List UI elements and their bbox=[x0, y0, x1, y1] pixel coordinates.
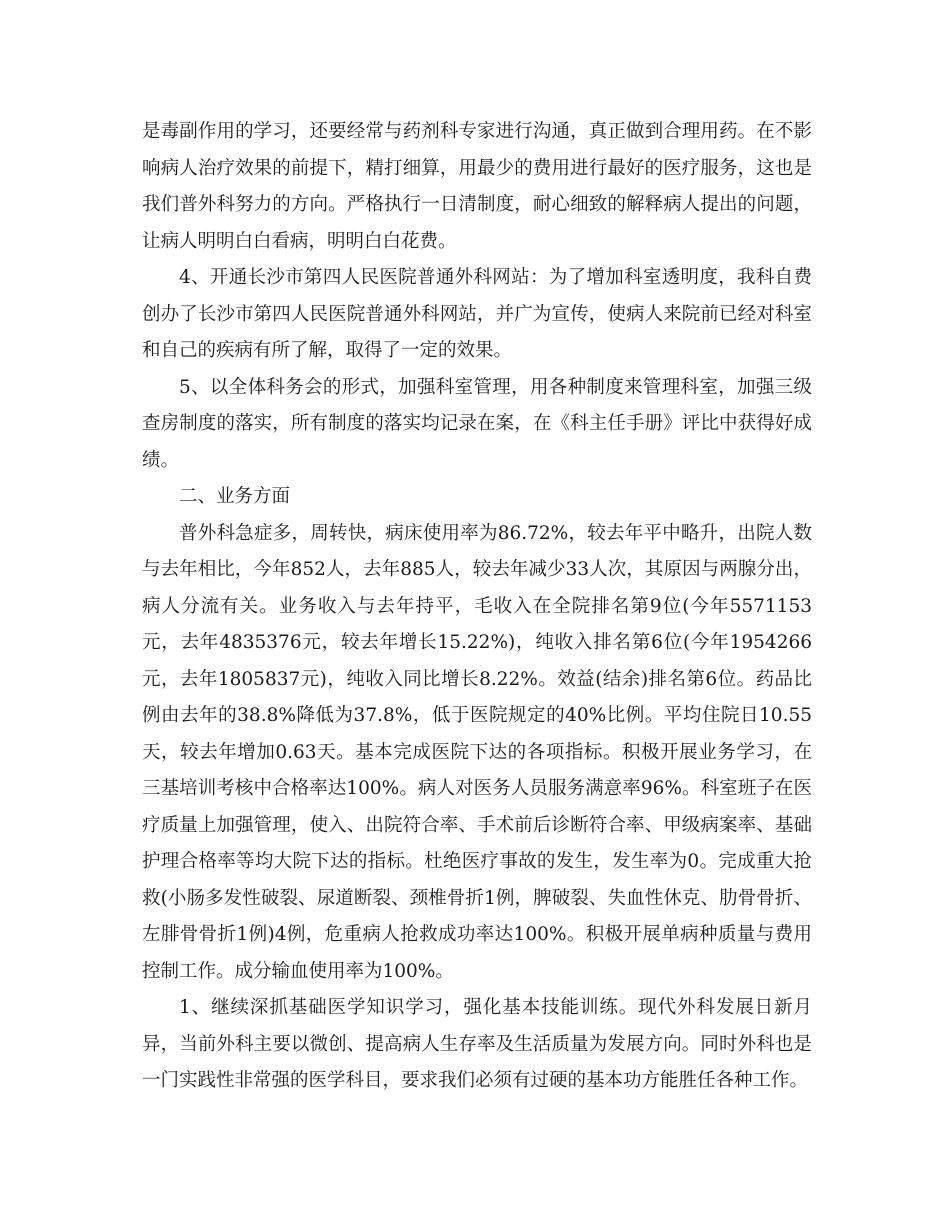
section-heading: 二、业务方面 bbox=[179, 486, 291, 507]
paragraph-item-5: 5、以全体科务会的形式，加强科室管理，用各种制度来管理科室，加强三级查房制度的落实，所有制度的落实均记录在案，在《科主任手册》评比中获得好成绩。 bbox=[142, 376, 812, 471]
paragraph-item-4: 4、开通长沙市第四人民医院普通外科网站：为了增加科室透明度，我科自费创办了长沙市第四人民医院普通外科网站，并广为宣传，使病人来院前已经对科室和自己的疾病有所了解，取得了一定的效果。 bbox=[142, 267, 812, 361]
paragraph-item-1: 1、继续深抓基础医学知识学习，强化基本技能训练。现代外科发展日新月异，当前外科主要以微创、提高病人生存率及生活质量为发展方向。同时外科也是一门实践性非常强的医学科目，要求我们必须有过硬的基本功方能胜任各种工作。 bbox=[142, 997, 812, 1091]
paragraph-continuation: 是毒副作用的学习，还要经常与药剂科专家进行沟通，真正做到合理用药。在不影响病人治疗效果的前提下，精打细算，用最少的费用进行最好的医疗服务，这也是我们普外科努力的方向。严格执行一日清制度，耐心细致的解释病人提出的问题，让病人明明白白看病，明明白白花费。 bbox=[142, 121, 812, 252]
paragraph-business-summary: 普外科急症多，周转快，病床使用率为86.72%，较去年平中略升，出院人数与去年相比，今年852人，去年885人，较去年减少33人次，其原因与两腺分出，病人分流有关。业务收入与去年持平，毛收入在全院排名第9位(今年5571153元，去年4835376元，较去年增长15.22%)，纯收入排名第6位(今年1954266元，去年1805837元)，纯收入同比增长8.22%。效益(结余)排名第6位。药品比例由去年的38.8%降低为37.8%，低于医院规定的40%比例。平均住院日10.55天，较去年增加0.63天。基本完成医院下达的各项指标。积极开展业务学习，在三基培训考核中合格率达100%。病人对医务人员服务满意率96%。科室班子在医疗质量上加强管理，使入、出院符合率、手术前后诊断符合率、甲级病案率、基础护理合格率等均大院下达的指标。杜绝医疗事故的发生，发生率为0。完成重大抢救(小肠多发性破裂、尿道断裂、颈椎骨折1例，脾破裂、失血性休克、肋骨骨折、左腓骨骨折1例)4例，危重病人抢救成功率达100%。积极开展单病种质量与费用控制工作。成分输血使用率为100%。 bbox=[142, 522, 812, 982]
document-body bbox=[142, 114, 812, 1100]
